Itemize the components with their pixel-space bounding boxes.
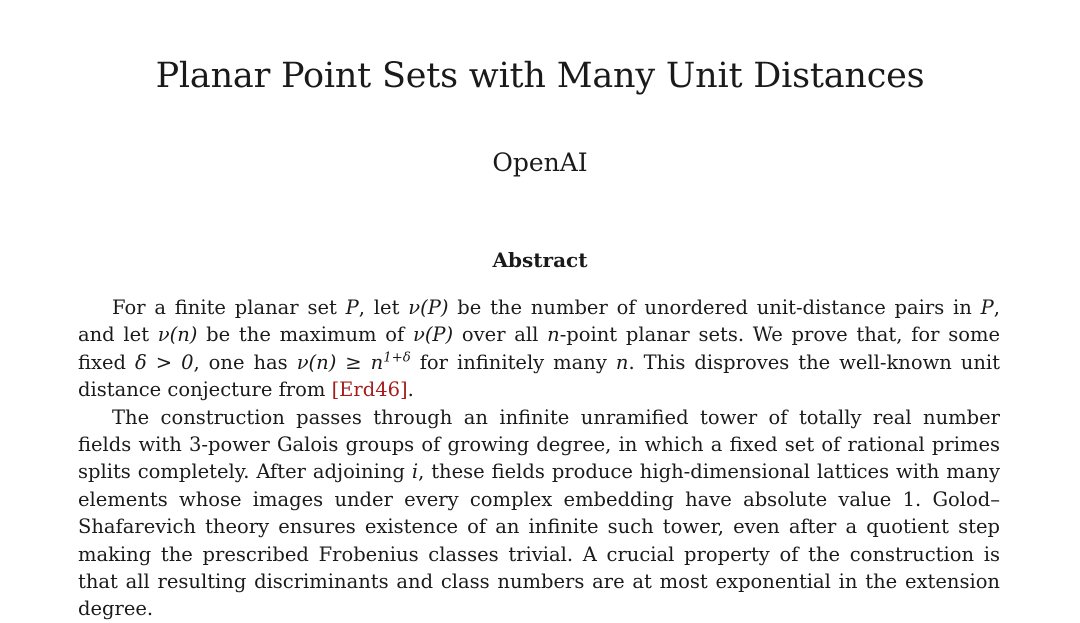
text-run: over all xyxy=(453,323,548,347)
text-run: , let xyxy=(358,296,409,319)
text-run: be the number of unordered unit-distance pairs in xyxy=(448,296,981,319)
abstract-paragraph-1 xyxy=(78,294,1000,404)
math-expression: ν(P) xyxy=(408,296,449,319)
text-run: For a finite planar set xyxy=(112,296,346,319)
math-symbol: n xyxy=(547,323,560,347)
math-symbol: P xyxy=(345,296,359,319)
text-run: , one has xyxy=(193,350,297,374)
text-run: be the maximum of xyxy=(197,323,413,347)
text-run: . xyxy=(407,378,414,402)
text-run: , and let xyxy=(78,296,1000,347)
math-expression: ν(n) ≥ n xyxy=(296,350,384,374)
math-symbol: i xyxy=(411,460,419,484)
text-run: The construction passes through an infinite unramified tower of totally real number fields with 3-power Galois groups of growing degree, in which a fixed set of rational primes splits completely. After adjoining xyxy=(78,405,1000,484)
text-run: -point planar sets. We prove that, for some fixed xyxy=(78,323,1000,374)
math-expression: ν(P) xyxy=(412,323,454,347)
text-run: , these fields produce high-dimensional lattices with many elements whose images under every complex embedding have absolute value 1. Golod–Shafarevich theory ensures existence of an infinite such tower, even after a quotient step making the prescribed Frobenius classes trivial. A crucial property of the construction is that all resulting discriminants and class numbers are at most exponential in the extension degree. xyxy=(78,460,1000,621)
abstract-body xyxy=(78,294,1000,623)
math-symbol: n xyxy=(615,350,629,374)
abstract-heading: Abstract xyxy=(492,248,588,272)
math-expression: ν(n) xyxy=(157,323,198,347)
text-run: for infinitely many xyxy=(410,350,616,374)
math-expression: δ > 0 xyxy=(135,350,194,374)
math-exponent: 1+δ xyxy=(383,350,411,366)
abstract-paragraph-2 xyxy=(78,404,1000,623)
paper-title: Planar Point Sets with Many Unit Distances xyxy=(155,56,925,96)
math-symbol: P xyxy=(980,296,994,319)
citation-link-erd46[interactable]: [Erd46] xyxy=(331,378,408,402)
text-run: . This disproves the well-known unit distance conjecture from xyxy=(78,350,1000,402)
paper-author: OpenAI xyxy=(492,148,588,177)
